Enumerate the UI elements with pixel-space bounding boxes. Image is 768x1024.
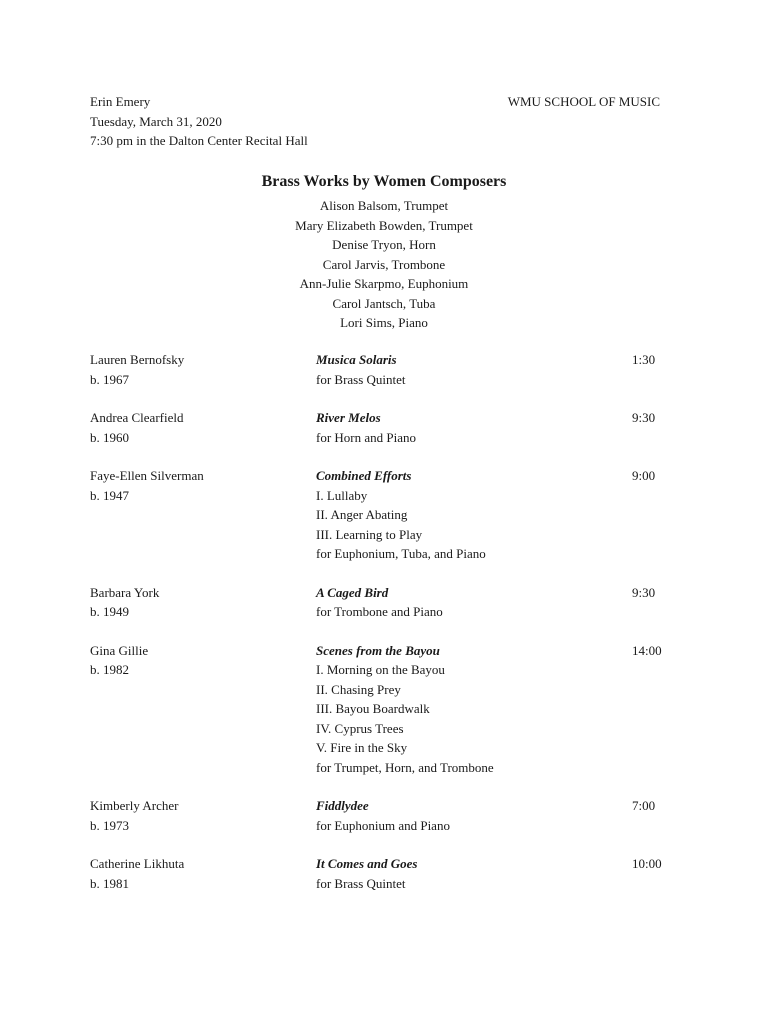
movement: IV. Cyprus Trees <box>316 720 404 736</box>
composer-name: Catherine Likhuta <box>90 856 185 871</box>
program-list <box>90 350 670 912</box>
performer-line: Denise Tryon, Horn <box>332 237 436 252</box>
work-detail: for Euphonium, Tuba, and Piano <box>316 546 486 561</box>
movement: II. Chasing Prey <box>316 681 401 697</box>
work-duration: 1:30 <box>632 352 656 367</box>
composer-birth-year: b. 1960 <box>90 429 129 445</box>
work-duration: 7:00 <box>632 798 656 813</box>
work-title: A Caged Bird <box>316 584 389 600</box>
work-detail: for Trumpet, Horn, and Trombone <box>316 759 494 775</box>
recital-date: Tuesday, March 31, 2020 <box>90 113 222 129</box>
program-entry <box>90 408 670 447</box>
recital-time-venue: 7:30 pm in the Dalton Center Recital Hall <box>90 133 308 148</box>
work-duration: 9:30 <box>632 410 656 425</box>
program-entry <box>90 641 670 778</box>
composer-name: Gina Gillie <box>90 642 149 658</box>
composer-birth-year: b. 1967 <box>90 371 129 387</box>
composer-birth-year: b. 1982 <box>90 662 129 677</box>
work-title: Fiddlydee <box>316 798 369 813</box>
composer-name: Barbara York <box>90 584 160 600</box>
work-title: Combined Efforts <box>316 468 412 483</box>
work-title: Scenes from the Bayou <box>316 642 440 658</box>
work-detail: for Brass Quintet <box>316 875 406 891</box>
movement: I. Lullaby <box>316 487 368 503</box>
composer-birth-year: b. 1973 <box>90 817 129 833</box>
program-entry <box>90 466 670 564</box>
movement: V. Fire in the Sky <box>316 740 408 755</box>
work-detail: for Brass Quintet <box>316 371 406 387</box>
movement: III. Bayou Boardwalk <box>316 701 430 716</box>
work-duration: 9:00 <box>632 468 656 483</box>
work-duration: 10:00 <box>632 856 662 871</box>
movement: I. Morning on the Bayou <box>316 662 445 677</box>
performer-line: Alison Balsom, Trumpet <box>319 198 449 213</box>
concert-title: Brass Works by Women Composers <box>261 173 507 190</box>
composer-name: Faye-Ellen Silverman <box>90 468 204 483</box>
composer-birth-year: b. 1981 <box>90 875 129 891</box>
composer-birth-year: b. 1949 <box>90 604 129 619</box>
performer-line: Ann-Julie Skarpmo, Euphonium <box>299 276 469 291</box>
work-duration: 9:30 <box>632 584 656 600</box>
performer-line: Carol Jantsch, Tuba <box>332 295 436 311</box>
work-detail: for Trombone and Piano <box>316 604 443 619</box>
program-entry <box>90 583 670 622</box>
performer-line: Carol Jarvis, Trombone <box>322 256 446 272</box>
recital-header <box>90 92 660 151</box>
program-entry <box>90 854 670 893</box>
work-title: Musica Solaris <box>316 352 397 367</box>
work-title: It Comes and Goes <box>316 856 418 871</box>
performer-name: Erin Emery <box>90 94 151 109</box>
composer-name: Andrea Clearfield <box>90 410 184 425</box>
program-entry <box>90 350 670 389</box>
program-entry <box>90 796 670 835</box>
work-detail: for Horn and Piano <box>316 429 417 445</box>
work-detail: for Euphonium and Piano <box>316 817 450 833</box>
work-title: River Melos <box>316 410 381 425</box>
work-duration: 14:00 <box>632 642 662 658</box>
performer-line: Mary Elizabeth Bowden, Trumpet <box>295 217 473 233</box>
school-name: WMU SCHOOL OF MUSIC <box>507 94 660 109</box>
composer-birth-year: b. 1947 <box>90 487 129 503</box>
concert-title-block <box>0 172 768 333</box>
composer-name: Lauren Bernofsky <box>90 352 185 367</box>
composer-name: Kimberly Archer <box>90 798 179 813</box>
movement: III. Learning to Play <box>316 526 423 542</box>
movement: II. Anger Abating <box>316 507 408 522</box>
performer-line: Lori Sims, Piano <box>340 315 428 330</box>
